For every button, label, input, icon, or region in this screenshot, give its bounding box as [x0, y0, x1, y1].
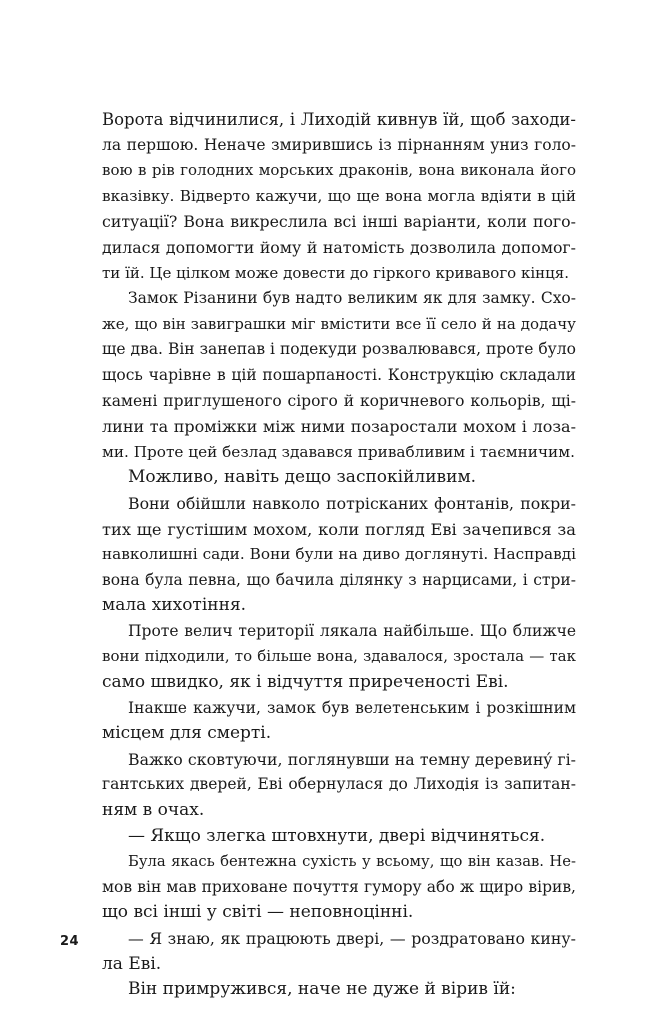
text-line: ла першою. Неначе змирившись із пірнанням униз голо- — [102, 135, 576, 154]
text-line: вона була певна, що бачила ділянку з нарцисами, і стри- — [102, 570, 576, 589]
text-line: Ворота відчинилися, і Лиходій кивнув їй, щоб заходи- — [102, 110, 576, 129]
page-number: 24 — [60, 934, 80, 949]
text-line: ла Еві. — [102, 953, 162, 974]
text-line: Вони обійшли навколо потрісканих фонтанів, покри- — [128, 493, 576, 513]
text-line: що всі інші у світі — неповноцінні. — [102, 902, 414, 923]
text-line: дилася допомогти йому й натомість дозволила допомог- — [102, 237, 576, 257]
text-line: Інакше кажучи, замок був велетенським і розкішним — [128, 698, 576, 717]
text-line: ситуації? Вона викреслила всі інші варіанти, коли пого- — [102, 212, 576, 232]
text-line: місцем для смерті. — [102, 723, 272, 744]
text-line: Можливо, навіть дещо заспокійливим. — [128, 467, 477, 488]
text-line: же, що він завиграшки міг вмістити все її село й на додачу — [102, 314, 576, 333]
text-line: ми. Проте цей безлад здавався привабливим і таємничим. — [102, 442, 575, 461]
text-line: — Якщо злегка штовхнути, двері відчиняться. — [128, 825, 546, 846]
text-line: вою в рів голодних морських драконів, вона виконала його — [102, 161, 576, 180]
page-body-text — [102, 107, 576, 1003]
text-line: Важко сковтуючи, поглянувши на темну деревинý гі- — [128, 749, 576, 769]
text-line: тих ще густішим мохом, коли погляд Еві зачепився за — [102, 519, 576, 539]
text-line: Він примружився, наче не дуже й вірив їй: — [128, 979, 516, 1000]
text-line: вони підходили, то більше вона, здавалося, зростала — так — [102, 647, 576, 666]
text-line: щось чарівне в цій пошарпаності. Конструкцію складали — [102, 365, 576, 384]
text-line: Була якась бентежна сухість у всьому, що він казав. Не- — [128, 853, 576, 871]
text-line: камені приглушеного сірого й коричневого кольорів, щі- — [102, 391, 576, 410]
text-line: само швидко, як і відчуття приреченості Еві. — [102, 672, 509, 693]
text-line: ти їй. Це цілком може довести до гіркого кривавого кінця. — [102, 263, 570, 282]
text-line: Проте велич території лякала найбільше. Що ближче — [128, 621, 576, 640]
text-line: Замок Різанини був надто великим як для замку. Схо- — [128, 289, 576, 308]
text-line: гантських дверей, Еві обернулася до Лиходія із запитан- — [102, 775, 576, 794]
text-line: — Я знаю, як працюють двері, — роздратовано кину- — [128, 929, 576, 948]
text-line: вказівку. Відверто кажучи, що ще вона могла вдіяти в цій — [102, 186, 576, 205]
text-line: мала хихотіння. — [102, 595, 247, 616]
text-line: навколишні сади. Вони були на диво доглянуті. Насправді — [102, 545, 576, 564]
text-line: мов він мав приховане почуття гумору або ж щиро вірив, — [102, 877, 576, 896]
text-line: лини та проміжки між ними позаростали мохом і лоза- — [102, 417, 576, 437]
text-line: ще два. Він занепав і подекуди розвалювався, проте було — [102, 340, 576, 359]
text-line: ням в очах. — [102, 800, 205, 821]
